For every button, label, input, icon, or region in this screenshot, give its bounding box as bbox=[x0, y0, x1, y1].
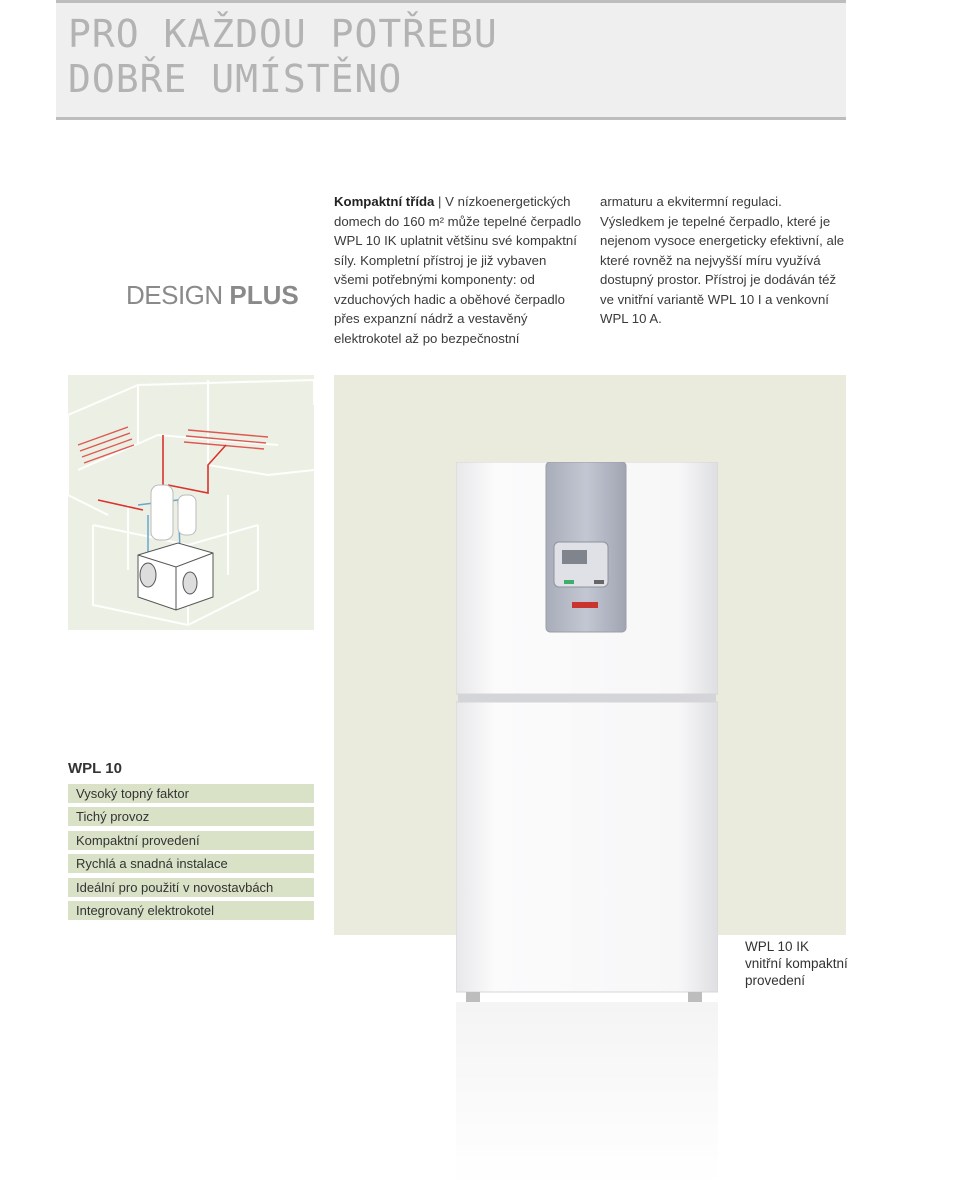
spec-item: Ideální pro použití v novostavbách bbox=[68, 878, 314, 897]
text-column-1 bbox=[334, 192, 584, 348]
caption-line-1: WPL 10 IK bbox=[745, 939, 810, 954]
spec-item: Kompaktní provedení bbox=[68, 831, 314, 850]
text-column-2 bbox=[600, 192, 848, 329]
caption-line-2: vnitřní kompaktní bbox=[745, 956, 848, 971]
page-title bbox=[68, 12, 498, 102]
lead-bold: Kompaktní třída bbox=[334, 194, 435, 209]
title-line-1: PRO KAŽDOU POTŘEBU bbox=[68, 12, 498, 56]
col2-body: armaturu a ekvitermní regulaci. Výsledkem je tepelné čerpadlo, které je nejenom vysoce energeticky efektivní, ale které rovněž na nejvyšší míru využívá dostupný prostor. Přístroj je dodáván též ve vnitřní variantě WPL 10 I a venkovní WPL 10 A. bbox=[600, 194, 845, 326]
logo-part-design: DESIGN bbox=[126, 280, 223, 310]
logo-part-plus: PLUS bbox=[229, 280, 299, 310]
spec-list bbox=[68, 784, 314, 924]
house-installation-illustration bbox=[68, 375, 314, 630]
spec-item: Vysoký topný faktor bbox=[68, 784, 314, 803]
spec-title: WPL 10 bbox=[68, 760, 122, 777]
caption-line-3: provedení bbox=[745, 973, 806, 988]
title-line-2: DOBŘE UMÍSTĚNO bbox=[68, 57, 403, 101]
spec-item: Tichý provoz bbox=[68, 807, 314, 826]
product-caption bbox=[745, 938, 865, 989]
heat-pump-unit-image bbox=[456, 462, 718, 1185]
spec-item: Rychlá a snadná instalace bbox=[68, 854, 314, 873]
design-plus-logo bbox=[126, 280, 299, 311]
spec-item: Integrovaný elektrokotel bbox=[68, 901, 314, 920]
lead-separator: | bbox=[434, 194, 446, 209]
house-diagram-image bbox=[68, 375, 314, 630]
col1-body: V nízkoenergetických domech do 160 m² může tepelné čerpadlo WPL 10 IK uplatnit většinu své kompaktní síly. Kompletní přístroj je již vybaven všemi potřebnými komponenty: od vzduchových hadic a oběhové čerpadlo přes expanzní nádrž a vestavěný elektrokotel až po bezpečnostní bbox=[334, 194, 582, 346]
